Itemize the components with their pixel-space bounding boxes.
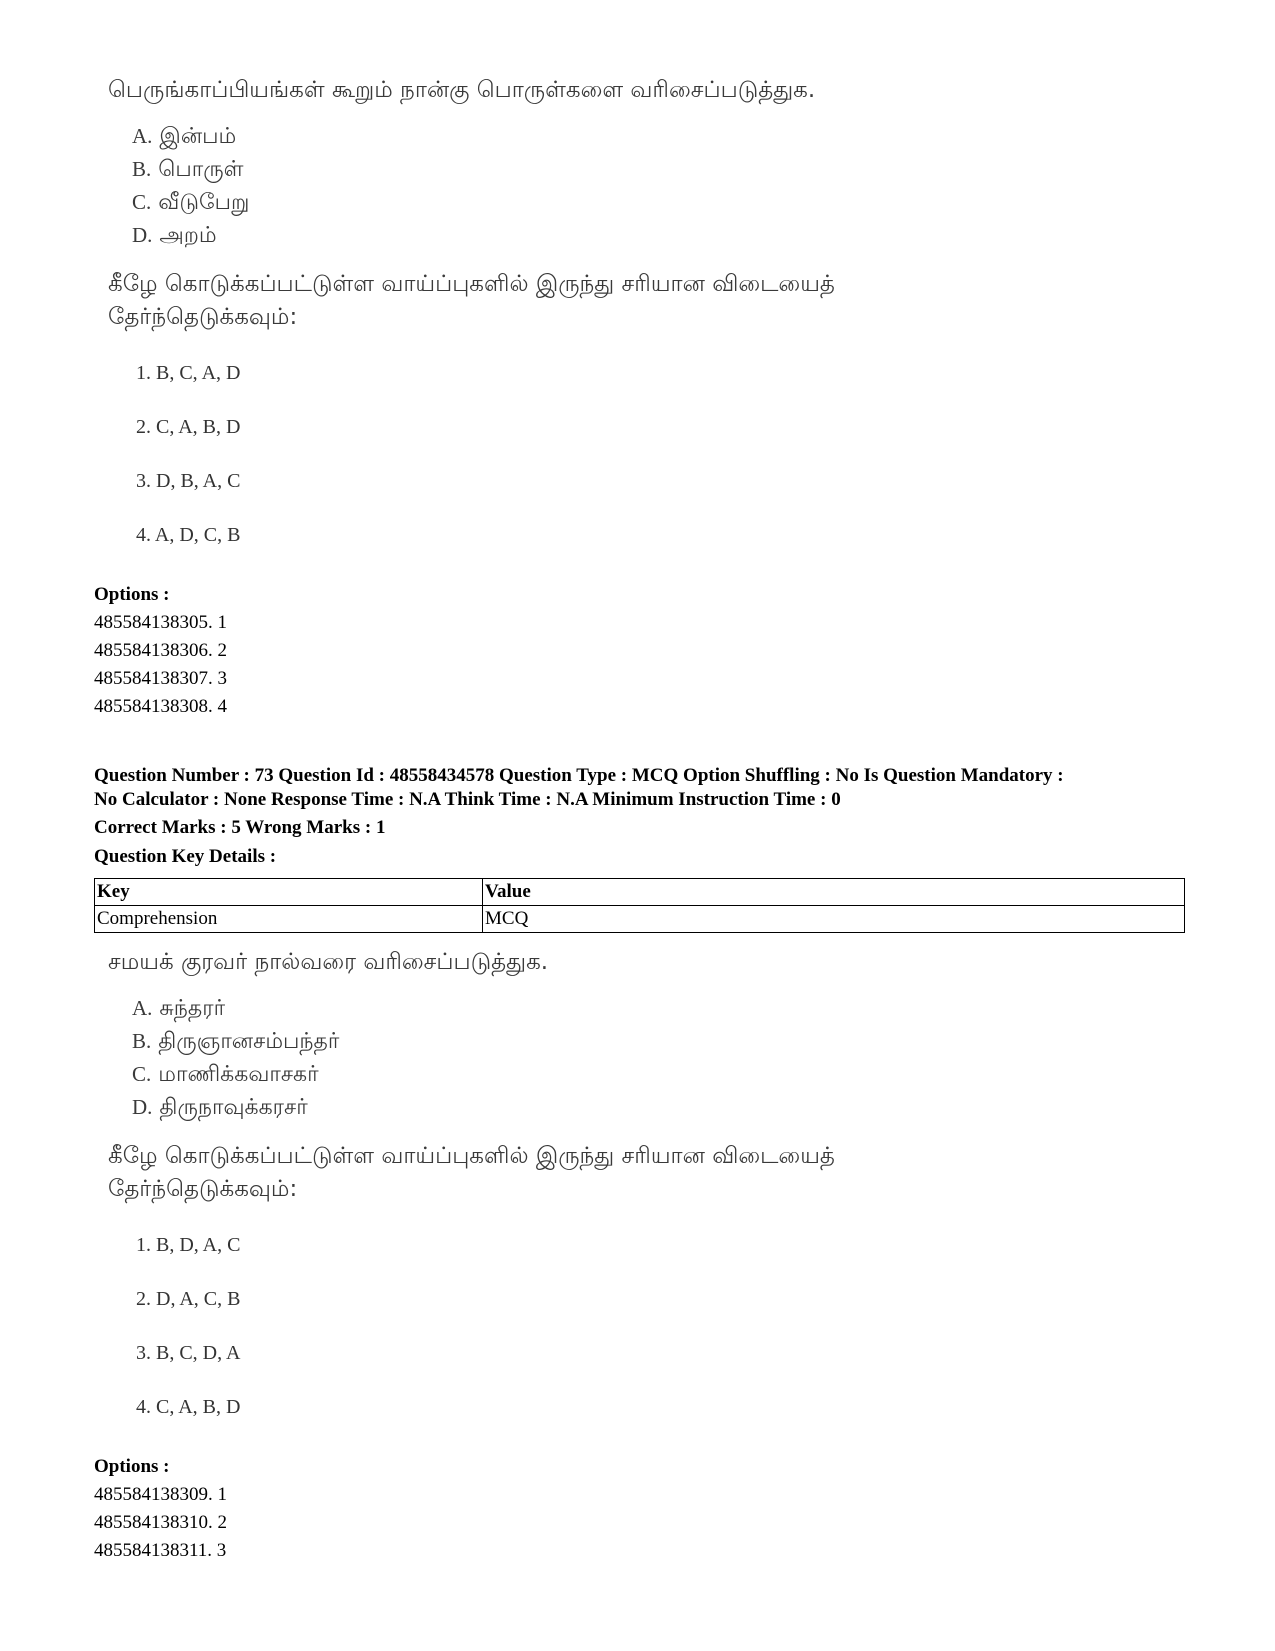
q72-items-list xyxy=(132,120,835,252)
q73-option-1: 485584138309. 1 xyxy=(94,1484,227,1505)
q73-key-details-table xyxy=(94,878,1185,933)
q73-question-block xyxy=(108,946,835,1434)
q73-answer-2: 2. D, A, C, B xyxy=(136,1288,241,1310)
q73-options-block xyxy=(94,1453,227,1565)
q72-options-label: Options : xyxy=(94,584,170,605)
q73-instruction: கீழே கொடுக்கப்பட்டுள்ள வாய்ப்புகளில் இருந்து சரியான விடையைத் தேர்ந்தெடுக்கவும்: xyxy=(108,1143,835,1202)
q73-item-b: B. திருஞானசம்பந்தர் xyxy=(132,1029,340,1054)
q73-item-c: C. மாணிக்கவாசகர் xyxy=(132,1062,319,1087)
table-header-row xyxy=(95,879,1185,906)
q72-item-b: B. பொருள் xyxy=(132,157,244,182)
q73-marks: Correct Marks : 5 Wrong Marks : 1 xyxy=(94,817,386,838)
q73-answer-4: 4. C, A, B, D xyxy=(136,1396,241,1418)
q72-answer-1: 1. B, C, A, D xyxy=(136,362,241,384)
q72-stem: பெருங்காப்பியங்கள் கூறும் நான்கு பொருள்களை வரிசைப்படுத்துக. xyxy=(108,77,816,103)
q72-option-4: 485584138308. 4 xyxy=(94,696,227,717)
q72-answer-choices xyxy=(136,346,835,562)
q73-option-2: 485584138310. 2 xyxy=(94,1512,227,1533)
q73-meta-line1: Question Number : 73 Question Id : 48558434578 Question Type : MCQ Option Shuffling : No Is Question Mandatory : xyxy=(94,765,1064,786)
q73-key-details-label: Question Key Details : xyxy=(94,846,277,867)
table-cell-key: Comprehension xyxy=(95,906,483,933)
q73-option-3: 485584138311. 3 xyxy=(94,1540,227,1561)
q72-options-block xyxy=(94,581,227,721)
q72-answer-4: 4. A, D, C, B xyxy=(136,524,241,546)
table-header-key: Key xyxy=(95,879,483,906)
q73-meta-line2: No Calculator : None Response Time : N.A Think Time : N.A Minimum Instruction Time : 0 xyxy=(94,789,841,810)
q72-answer-3: 3. D, B, A, C xyxy=(136,470,241,492)
q73-stem: சமயக் குரவர் நால்வரை வரிசைப்படுத்துக. xyxy=(108,949,549,975)
q73-item-d: D. திருநாவுக்கரசர் xyxy=(132,1095,308,1120)
q72-option-1: 485584138305. 1 xyxy=(94,612,227,633)
table-header-value: Value xyxy=(483,879,1185,906)
q72-option-3: 485584138307. 3 xyxy=(94,668,227,689)
q72-item-d: D. அறம் xyxy=(132,223,217,248)
q73-items-list xyxy=(132,992,835,1124)
q72-question-block xyxy=(108,74,835,562)
q72-option-2: 485584138306. 2 xyxy=(94,640,227,661)
q73-answer-1: 1. B, D, A, C xyxy=(136,1234,241,1256)
q73-options-label: Options : xyxy=(94,1456,170,1477)
table-row xyxy=(95,906,1185,933)
q73-answer-choices xyxy=(136,1218,835,1434)
q73-answer-3: 3. B, C, D, A xyxy=(136,1342,241,1364)
q72-item-a: A. இன்பம் xyxy=(132,124,237,149)
q72-instruction: கீழே கொடுக்கப்பட்டுள்ள வாய்ப்புகளில் இருந்து சரியான விடையைத் தேர்ந்தெடுக்கவும்: xyxy=(108,271,835,330)
q73-meta xyxy=(94,764,1184,812)
q72-item-c: C. வீடுபேறு xyxy=(132,190,250,215)
q73-item-a: A. சுந்தரர் xyxy=(132,996,226,1021)
table-cell-value: MCQ xyxy=(483,906,1185,933)
q72-answer-2: 2. C, A, B, D xyxy=(136,416,241,438)
